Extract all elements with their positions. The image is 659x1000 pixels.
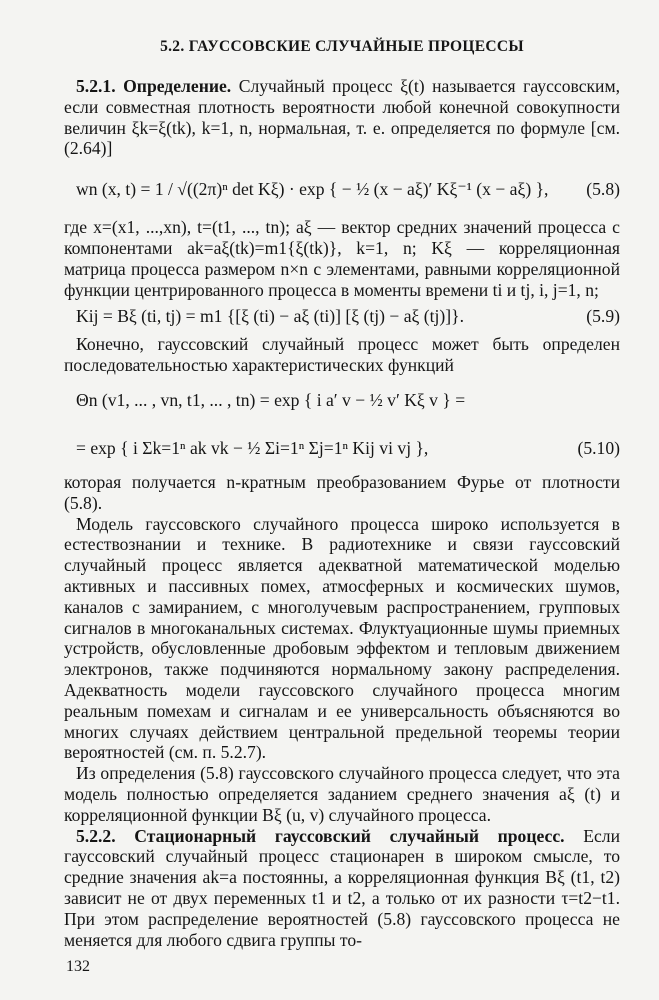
equation-5-10-body-1: Θn (v1, ... , vn, t1, ... , tn) = exp { i a′ v − ½ v′ Kξ v } =	[76, 389, 466, 410]
equation-5-8	[64, 159, 620, 217]
paragraph-2: где x=(x1, ...,xn), t=(t1, ..., tn); aξ — вектор средних значений процесса с компонентами ak=aξ(tk)=m1{ξ(tk)}, k=1, n; Kξ — корреляционная матрица процесса размером n×n с элементами, равными корреляционной функции центрированного процесса в моменты времени ti и tj, i, j=1, n;	[64, 217, 620, 300]
equation-5-9-body: Kij = Bξ (ti, tj) = m1 {[ξ (ti) − aξ (ti)] [ξ (tj) − aξ (tj)]}.	[76, 306, 464, 327]
equation-5-8-number: (5.8)	[586, 179, 620, 200]
equation-5-10-line1	[64, 376, 620, 424]
section-heading: 5.2. ГАУССОВСКИЕ СЛУЧАЙНЫЕ ПРОЦЕССЫ	[160, 38, 524, 55]
equation-5-10-number: (5.10)	[577, 437, 620, 458]
paragraph-5: Модель гауссовского случайного процесса широко используется в естествознании и технике. В радиотехнике и связи гауссовский случайный процесс является адекватной математической моделью активных и пассивных помех, атмосферных и космических шумов, каналов с замиранием, с многолучевым распространением, групповых сигналов в многоканальных системах. Флуктуационные шумы приемных устройств, обусловленные дробовым эффектом и тепловым движением электронов, также подчиняются нормальному закону распределения. Адекватность модели гауссовского случайного процесса многим реальным помехам и сигналам и ее универсальность объясняются во многих случаях действием центральной предельной теоремы теории вероятностей (см. п. 5.2.7).	[64, 513, 620, 763]
paragraph-6: Из определения (5.8) гауссовского случайного процесса следует, что эта модель полностью определяется заданием среднего значения aξ (t) и корреляционной функции Bξ (u, v) случайного процесса.	[64, 763, 620, 825]
equation-5-8-body: wn (x, t) = 1 / √((2π)ⁿ det Kξ) · exp { − ½ (x − aξ)′ Kξ⁻¹ (x − aξ) },	[76, 179, 549, 200]
paragraph-7-text: Если гауссовский случайный процесс стационарен в широком смысле, то средние значения ak=a постоянны, а корреляционная функция Bξ (t1, t2) зависит не от двух переменных t1 и t2, а только от их разности τ=t2−t1. При этом распределение вероятностей (5.8) гауссовского процесса не меняется для любого сдвига группы то-	[64, 825, 620, 950]
subsection-title-522: 5.2.2. Стационарный гауссовский случайный процесс.	[76, 825, 565, 846]
page	[64, 30, 620, 950]
equation-5-9-number: (5.9)	[586, 306, 620, 327]
paragraph-definition	[64, 76, 620, 159]
paragraph-3: Конечно, гауссовский случайный процесс может быть определен последовательностью характеристических функций	[64, 334, 620, 376]
paragraph-4: которая получается n-кратным преобразованием Фурье от плотности (5.8).	[64, 471, 620, 513]
subsection-title-521: 5.2.1. Определение.	[76, 76, 232, 96]
page-number: 132	[66, 958, 90, 975]
equation-5-10-body-2: = exp { i Σk=1ⁿ ak vk − ½ Σi=1ⁿ Σj=1ⁿ Kij vi vj },	[76, 437, 429, 458]
paragraph-stationary	[64, 826, 620, 951]
equation-5-9	[64, 300, 620, 334]
equation-5-10-line2	[64, 424, 620, 472]
paragraph-1-text: Случайный процесс ξ(t) называется гауссовским, если совместная плотность вероятности любой конечной совокупности величин ξk=ξ(tk), k=1, n, нормальная, т. е. определяется по формуле [см. (2.64)]	[64, 76, 620, 159]
